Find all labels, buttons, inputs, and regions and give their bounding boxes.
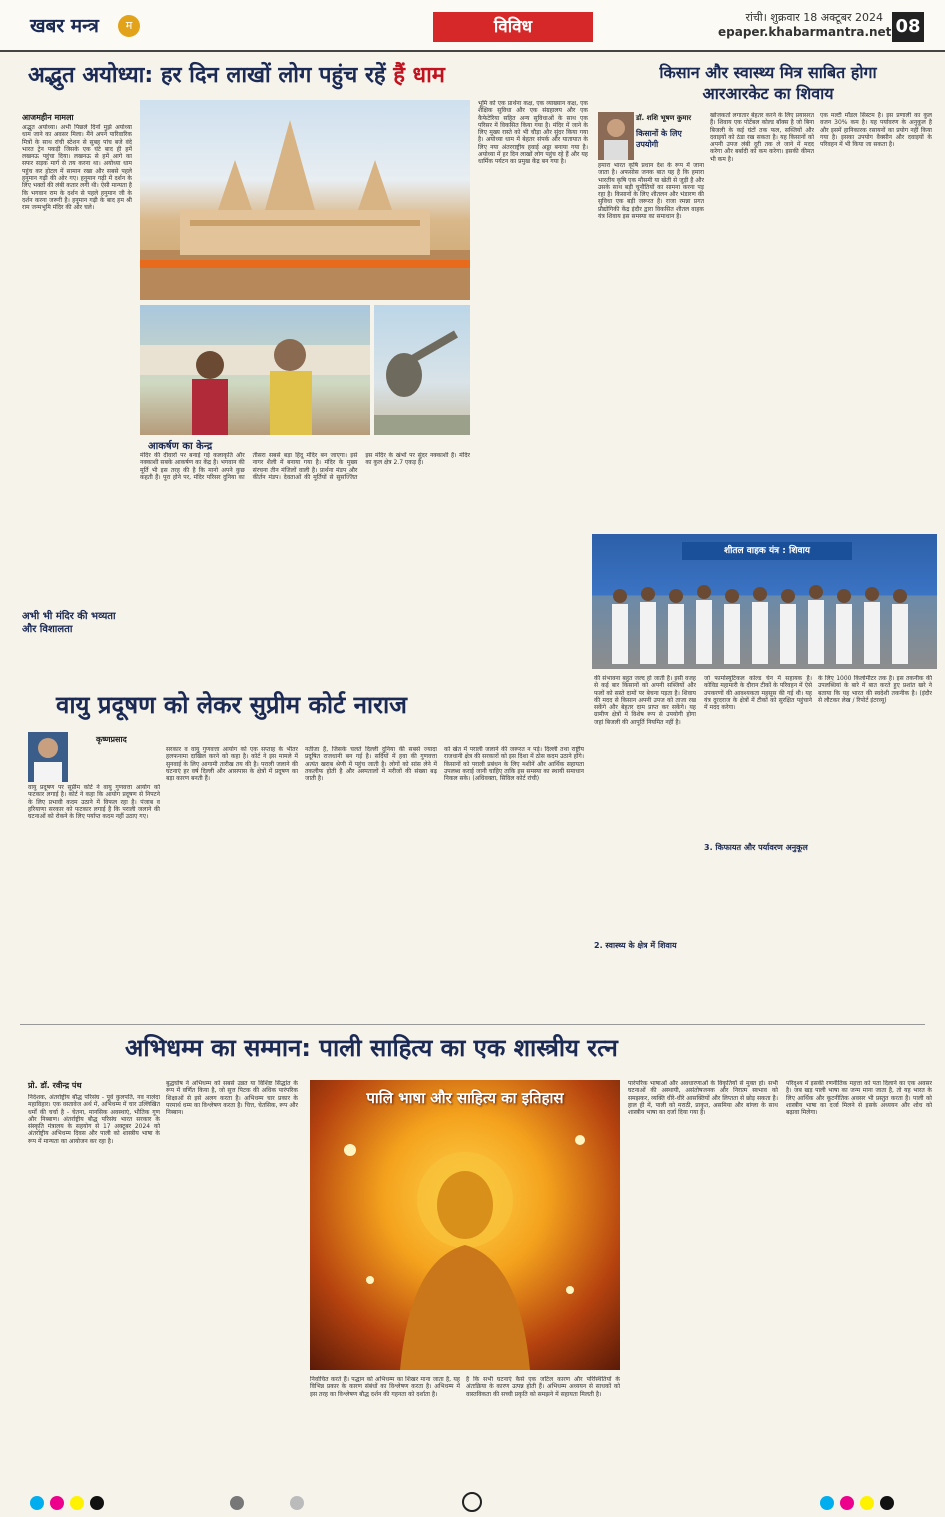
kisan-body-col3: एक मल्टी मॉडल सिस्टम है। इस प्रणाली का कुल वजन 30% कम है। यह पर्यावरण के अनुकूल है और इसमें हानिकारक रसायनों का प्रयोग नहीं किया गया है। इसका उपयोग वैक्सीन और दवाइयों के परिवहन में भी किया जा सकता है। xyxy=(820,112,932,149)
photo-caption: आकर्षण का केन्द्र xyxy=(148,441,213,452)
ayodhya-headline-part1: अद्भुत अयोध्या: हर दिन लाखों लोग पहुंच रहें xyxy=(28,63,386,88)
pollution-body-col2: सरकार व वायु गुणवत्ता आयोग को एक सप्ताह के भीतर हलफनामा दाखिल करने को कहा है। कोर्ट ने इस मामले में सुनवाई के लिए आगामी तारीख तय की है। पराली जलाने की घटनाएं हर वर्ष दिल्ली और आसपास के क्षेत्रों में प्रदूषण का बड़ा कारण बनती हैं। xyxy=(166,746,298,783)
site-url[interactable]: epaper.khabarmantra.net xyxy=(718,25,892,39)
kisan-headline-line1: किसान और स्वास्थ्य मित्र साबित होगा xyxy=(659,63,877,82)
registration-dot-magenta xyxy=(50,1496,64,1510)
ayodhya-headline-part2: हैं धाम xyxy=(393,63,445,88)
group-illustration xyxy=(592,534,937,669)
registration-dot-black xyxy=(90,1496,104,1510)
logo: खबर मन्त्र xyxy=(30,15,99,37)
registration-dot-yellow xyxy=(70,1496,84,1510)
registration-dot-yellow-right xyxy=(860,1496,874,1510)
ayodhya-body-col1: अद्भुत अयोध्या। अभी पिछले दिनों मुझे अयोध्या धाम जाने का अवसर मिला। मैंने अपने पारिवारिक मित्रों के साथ रांची स्टेशन से सुबह पांच बजे वंदे भारत ट्रेन पकड़ी जिसके एक घंटे बाद ही हमें लखनऊ पहुंचा दिया। लखनऊ से हमें आगे का सफर सड़क मार्ग से तय करना था। अयोध्या धाम पहुंच कर होटल में सामान रखा और सबसे पहले हनुमान गढ़ी की ओर गए। हनुमान गढ़ी में दर्शन के लिए भक्तों की लंबी कतार लगी थी। ऐसी मान्यता है कि भगवान राम के दर्शन से पहले हनुमान जी के दर्शन करना जरूरी है। हनुमान गढ़ी के बाद हम श्री राम जन्मभूमि मंदिर की ओर चले। xyxy=(22,124,132,212)
pollution-author-photo xyxy=(28,732,68,782)
temple-photo xyxy=(140,100,470,300)
kisan-subhead: किसानों के लिए उपयोगी xyxy=(636,129,682,149)
abhidhamma-body-col3: निर्वाचित करते हैं। पद्धान को अभिधम्म का शिखर माना जाता है, यह विभिन्न प्रकार के कारण संबंधों का विश्लेषण करता है। अभिधम्म में इस तरह का विश्लेषण बौद्ध दर्शन की गहनता को दर्शाता है। xyxy=(310,1376,460,1398)
date: रांची। शुक्रवार 18 अक्टूबर 2024 xyxy=(745,11,883,24)
kisan-subhead-eco: 3. किफायत और पर्यावरण अनुकूल xyxy=(704,842,812,853)
veena-photo xyxy=(374,305,470,435)
kisan-body-col2: खोजकर्ता लगातार बेहतर करने के लिए प्रयासरत हैं। शिवाय एक पोर्टेबल कोल्ड बॉक्स है जो बिना बिजली के कई घंटों तक फल, सब्जियों और दवाइयों को ठंडा रख सकता है। यह किसानों को अपनी उपज लंबी दूरी तक ले जाने में मदद करेगा और बर्बादी को कम करेगा। इसकी कीमत भी कम है। xyxy=(710,112,814,163)
shivay-group-photo xyxy=(592,534,937,669)
kisan-author-photo xyxy=(598,112,634,160)
author-portrait-icon xyxy=(598,112,634,160)
pollution-headline: वायु प्रदूषण को लेकर सुप्रीम कोर्ट नाराज xyxy=(56,691,407,719)
ayodhya-body-col3: भूमि को एक प्रार्थना कक्ष, एक व्याख्यान कक्ष, एक शैक्षिक सुविधा और एक संग्रहालय और एक कैफेटेरिया सहित अन्य सुविधाओं के साथ एक परिसर में विकसित किया गया है। मंदिर में जाने के लिए मुख्य रास्ते को भी चौड़ा और सुंदर किया गया है। अयोध्या धाम में बेहतर संपर्क और यातायात के लिए नया अंतरराष्ट्रीय हवाई अड्डा बनाया गया है। अयोध्या में हर दिन लाखों लोग पहुंच रहे हैं और यह धार्मिक पर्यटन का प्रमुख केंद्र बन गया है। xyxy=(478,100,588,166)
pollution-body-col1: वायु प्रदूषण पर सुप्रीम कोर्ट ने वायु गुणवत्ता आयोग को फटकार लगाई है। कोर्ट ने कहा कि आयोग प्रदूषण से निपटने के लिए प्रभावी कदम उठाने में विफल रहा है। पंजाब व हरियाणा सरकार को फटकार लगाई है कि पराली जलाने की घटनाओं को रोकने के लिए पर्याप्त कदम नहीं उठाए गए। xyxy=(28,784,160,821)
author-portrait-icon xyxy=(28,732,68,782)
section-divider xyxy=(20,1024,925,1025)
abhidhamma-headline: अभिधम्म का सम्मान: पाली साहित्य का एक शास्त्रीय रत्न xyxy=(125,1034,618,1062)
registration-dot-cyan-right xyxy=(820,1496,834,1510)
kisan-body-col1: हमारा भारत कृषि प्रधान देश के रूप में जाना जाता है। अफसोस जनक बात यह है कि हमारा भारतीय कृषि एक मौसमी या खेती से जुड़ी है और उसके साथ बड़ी चुनौतियों का सामना करना पड़ रहा है। किसानों के लिए शीतलन और भंडारण की सुविधा एक बड़ी जरूरत है। राजा रमन्ना प्रगत प्रौद्योगिकी केंद्र इंदौर द्वारा विकसित शीतल वाहक यंत्र शिवाय इस समस्या का समाधान है। xyxy=(598,162,704,221)
registration-crosshair-icon xyxy=(462,1492,482,1512)
dateline xyxy=(718,10,892,39)
logo-mark-icon: म xyxy=(118,15,140,37)
kisan-headline xyxy=(598,62,938,104)
registration-dot-gray xyxy=(230,1496,244,1510)
abhidhamma-body-col2: बुद्धघोष ने अभिधम्म को सबसे उन्नत या विशिष्ट सिद्धांत के रूप में वर्णित किया है, जो सुत्त पिटक की अधिक पारंपरिक शिक्षाओं से इसे अलग करता है। अभिधम्म चार प्रकार के परमार्थ धम्म का विश्लेषण करता है। चित्त, चेतसिक, रूप और निब्बान। xyxy=(166,1080,298,1117)
kisan-body-col6: के लिए 1000 किलोमीटर तक है। इस तकनीक की उपलब्धियां के बारे में बात करते हुए प्रशांत खरे ने बताया कि यह भारत की स्वदेशी तकनीक है। (इंदौर से लौटकर लेख / रिपोर्ट इंटरव्यू) xyxy=(818,675,932,704)
abhidhamma-body-col5: पारंपरिक भाषाओं और अवधारणाओं के विकृतियों से मुक्त हो। सभी घटनाओं की अस्थायी, असंतोषजनक और निरात्म स्वभाव को समझकर, व्यक्ति धीरे-धीरे आसक्तियों और लिप्तता से छोड़ सकता है। हाल ही में, पाली को मराठी, प्राकृत, असमिया और बांग्ला के साथ शास्त्रीय भाषा का दर्जा दिया गया है। xyxy=(628,1080,778,1117)
abhidhamma-body-col4: है कि सभी घटनाएं कैसे एक जटिल कारण और परिस्थितियों के अंतःक्रिया के कारण उत्पन्न होती हैं। अभिधम्म अध्ययन से साधकों को वास्तविकता की सच्ची प्रकृति को समझने में सहायता मिलती है। xyxy=(466,1376,620,1398)
page-number: 08 xyxy=(892,12,924,42)
ayodhya-subhead: अभी भी मंदिर की भव्यता और विशालता xyxy=(22,611,116,635)
registration-dot-magenta-right xyxy=(840,1496,854,1510)
abhidhamma-body-col1: निदेशक, अंतर्राष्ट्रीय बौद्ध परिसंघ - पूर्व कुलपति, नव नालंदा महाविहार। एक वस्तावेज अर्थ में, अभिधम्म में चार उल्लिखित धर्मों की चर्चा है - चेतना, मानसिक अवस्थाएं, भौतिक गुण और निब्बाण। अंतर्राष्ट्रीय बौद्ध परिसंघ भारत सरकार के संस्कृति मंत्रालय के सहयोग से 17 अक्टूबर 2024 को अंतर्राष्ट्रीय अभिधम्म दिवस और पाली को शास्त्रीय भाषा के रूप में मान्यता का आयोजन कर रहा है। xyxy=(28,1094,160,1145)
buddha-artwork xyxy=(310,1080,620,1370)
buddha-illustration xyxy=(310,1080,620,1370)
artwork-title: पालि भाषा और साहित्य का इतिहास xyxy=(366,1089,564,1107)
print-registration-strip xyxy=(0,1490,945,1517)
registration-dot-cyan xyxy=(30,1496,44,1510)
kisan-body-col4: की संभावना बहुत जल्द हो जाती है। इसी वजह से कई बार किसानों को अपनी सब्जियों और फलों को सस्ते दामों पर बेचना पड़ता है। शिवाय की मदद से किसान अपनी उपज को ताजा रख सकेंगे और बेहतर दाम प्राप्त कर सकेंगे। यह ग्रामीण क्षेत्रों में विशेष रूप से उपयोगी होगा जहां बिजली की आपूर्ति नियमित नहीं है। xyxy=(594,675,696,726)
kisan-byline: डॉ. शशि भूषण कुमार xyxy=(636,114,692,122)
registration-dot-lightgray xyxy=(290,1496,304,1510)
shivay-banner: शीतल वाहक यंत्र : शिवाय xyxy=(682,542,852,560)
section-label: विविध xyxy=(433,12,593,42)
abhidhamma-byline: प्रो. डॉ. रवीन्द्र पंथ xyxy=(28,1081,82,1090)
visitors-photo xyxy=(140,305,370,435)
veena-illustration xyxy=(374,305,470,435)
visitors-illustration xyxy=(140,305,370,435)
ayodhya-byline: आजमहीन मामला xyxy=(22,113,74,122)
pollution-byline: कृष्णप्रसाद xyxy=(96,735,127,744)
registration-dot-black-right xyxy=(880,1496,894,1510)
kisan-subhead-health: 2. स्वास्थ्य के क्षेत्र में शिवाय xyxy=(594,941,677,950)
ayodhya-body-col2: मंदिर की दीवारों पर बनाई गई कलाकृति और नक्काशी सबके आकर्षण का केंद्र है। भगवान की मूर्ति भी इस तरह की है कि मानो अपने कुछ कहती हैं। पूरा होने पर, मंदिर परिसर दुनिया का तीसरा सबसे बड़ा हिंदू मंदिर बन जाएगा। इसे नागर शैली में बनाया गया है। मंदिर के मुख्य संरचना तीन मंजिलों वाली है। प्रार्थना मंडप और कीर्तन मंडप। देवताओं की मूर्तियों से सुसज्जित इस मंदिर के खंभों पर सुंदर नक्काशी है। मंदिर का कुल क्षेत्र 2.7 एकड़ है। xyxy=(140,452,470,481)
pollution-body-col3: नतीजा है, जिसके चलते दिल्ली दुनिया की सबसे ज्यादा प्रदूषित राजधानी बन गई है। सर्दियों में हवा की गुणवत्ता अत्यंत खराब श्रेणी में पहुंच जाती है। लोगों को सांस लेने में तकलीफ होती है और अस्पतालों में मरीजों की संख्या बढ़ जाती है। xyxy=(305,746,437,783)
kisan-headline-line2: आरआरकेट का शिवाय xyxy=(702,84,834,103)
temple-illustration xyxy=(140,100,470,300)
pollution-body-col4: को खेत में पराली जलाने की जरूरत न पड़े। दिल्ली तथा राष्ट्रीय राजधानी क्षेत्र की सरकारों को इस दिशा में ठोस कदम उठाने होंगे। किसानों को पराली प्रबंधन के लिए मशीनें और आर्थिक सहायता उपलब्ध कराई जानी चाहिए ताकि इस समस्या का स्थायी समाधान निकल सके। (अधिवक्ता, सिविल कोर्ट रांची) xyxy=(444,746,584,783)
kisan-body-col5: जो फार्मास्यूटिकल कोल्ड चेन में सहायक है। कोविड महामारी के दौरान टीकों के परिवहन में ऐसे उपकरणों की आवश्यकता महसूस की गई थी। यह यंत्र दूरदराज के क्षेत्रों में टीकों को सुरक्षित पहुंचाने में मदद करेगा। xyxy=(704,675,812,712)
abhidhamma-body-col6: परिदृश्य में इसकी रणनीतिक महत्ता को पता दिलाने का एक अवसर है। जब खड़ पाली भाषा का जन्म माना जाता है, तो यह भारत के लिए आर्थिक और कूटनीतिक अवसर भी प्रस्तुत करता है। पाली को शास्त्रीय भाषा का दर्जा मिलने से इसके अध्ययन और शोध को बढ़ावा मिलेगा। xyxy=(786,1080,932,1117)
ayodhya-headline xyxy=(28,62,588,90)
